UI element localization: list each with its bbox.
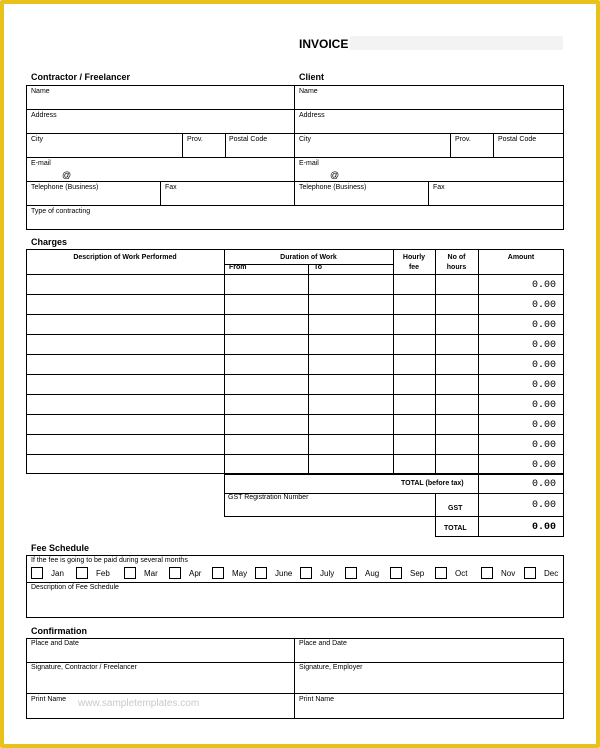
to-cell[interactable] <box>309 295 392 313</box>
contracting-type-field[interactable]: Type of contracting <box>31 208 91 215</box>
row-divider <box>26 662 564 663</box>
amount-cell[interactable]: 0.00 <box>531 460 556 471</box>
to-cell[interactable] <box>309 275 392 293</box>
col-from-header: From <box>229 264 247 271</box>
total-before-tax-label: TOTAL (before tax) <box>401 480 464 487</box>
col-description-header: Description of Work Performed <box>73 254 177 261</box>
col-divider <box>493 133 494 157</box>
row-divider <box>26 205 564 206</box>
watermark: www.sampletemplates.com <box>78 698 200 709</box>
from-cell[interactable] <box>225 315 307 333</box>
charges-heading: Charges <box>31 237 68 247</box>
invoice-title: INVOICE <box>299 37 349 51</box>
checkbox-may[interactable] <box>212 567 224 579</box>
col-amount-header: Amount <box>507 254 535 261</box>
col-divider <box>225 133 226 157</box>
checkbox-dec[interactable] <box>524 567 536 579</box>
hours-cell[interactable] <box>436 295 477 313</box>
col-duration-header: Duration of Work <box>280 254 337 261</box>
signature-employer-field[interactable]: Signature, Employer <box>299 664 363 671</box>
client-name-field[interactable]: Name <box>299 88 318 95</box>
hours-cell[interactable] <box>436 335 477 353</box>
from-cell[interactable] <box>225 295 307 313</box>
total-value[interactable]: 0.00 <box>531 522 556 533</box>
to-cell[interactable] <box>309 335 392 353</box>
contractor-postal-field[interactable]: Postal Code <box>229 136 268 143</box>
checkbox-nov[interactable] <box>481 567 493 579</box>
hours-cell[interactable] <box>436 415 477 433</box>
contractor-at-symbol: @ <box>62 170 72 180</box>
checkbox-mar[interactable] <box>124 567 136 579</box>
confirmation-heading: Confirmation <box>31 626 87 636</box>
col-hourly-header-2: fee <box>408 264 420 271</box>
gst-label: GST <box>448 505 463 512</box>
hourly-fee-cell[interactable] <box>394 275 434 293</box>
row-divider <box>26 157 564 158</box>
client-prov-field[interactable]: Prov. <box>455 136 471 143</box>
to-cell[interactable] <box>309 435 392 453</box>
description-cell[interactable] <box>27 275 223 293</box>
hours-cell[interactable] <box>436 435 477 453</box>
contractor-telephone-field[interactable]: Telephone (Business) <box>31 184 99 191</box>
hourly-fee-cell[interactable] <box>394 335 434 353</box>
amount-cell[interactable]: 0.00 <box>531 380 556 391</box>
hourly-fee-cell[interactable] <box>394 315 434 333</box>
place-date-right-field[interactable]: Place and Date <box>299 640 347 647</box>
to-cell[interactable] <box>309 355 392 373</box>
checkbox-aug[interactable] <box>345 567 357 579</box>
client-telephone-field[interactable]: Telephone (Business) <box>299 184 367 191</box>
fee-schedule-divider <box>26 582 564 583</box>
checkbox-oct[interactable] <box>435 567 447 579</box>
description-cell[interactable] <box>27 435 223 453</box>
checkbox-sep[interactable] <box>390 567 402 579</box>
total-before-tax-value[interactable]: 0.00 <box>531 479 556 490</box>
from-cell[interactable] <box>225 275 307 293</box>
month-label: Feb <box>96 569 110 578</box>
contact-divider <box>294 85 295 206</box>
to-cell[interactable] <box>309 455 392 473</box>
amount-cell[interactable]: 0.00 <box>531 440 556 451</box>
from-cell[interactable] <box>225 415 307 433</box>
hours-cell[interactable] <box>436 315 477 333</box>
contractor-heading: Contractor / Freelancer <box>31 72 131 82</box>
from-cell[interactable] <box>225 355 307 373</box>
month-label: June <box>275 569 293 578</box>
hourly-fee-cell[interactable] <box>394 395 434 413</box>
month-label: Oct <box>455 569 468 578</box>
to-cell[interactable] <box>309 415 392 433</box>
col-hourly-header: Hourly <box>402 254 426 261</box>
description-cell[interactable] <box>27 415 223 433</box>
from-cell[interactable] <box>225 375 307 393</box>
to-cell[interactable] <box>309 375 392 393</box>
hourly-fee-cell[interactable] <box>394 295 434 313</box>
from-cell[interactable] <box>225 435 307 453</box>
hours-cell[interactable] <box>436 395 477 413</box>
hourly-fee-cell[interactable] <box>394 455 434 473</box>
from-cell[interactable] <box>225 395 307 413</box>
place-date-left-field[interactable]: Place and Date <box>31 640 79 647</box>
description-cell[interactable] <box>27 335 223 353</box>
description-cell[interactable] <box>27 295 223 313</box>
client-email-field[interactable]: E-mail <box>299 160 319 167</box>
month-label: Apr <box>189 569 202 578</box>
print-name-right-field[interactable]: Print Name <box>299 696 335 703</box>
gst-registration-field[interactable]: GST Registration Number <box>228 494 309 501</box>
description-cell[interactable] <box>27 355 223 373</box>
description-cell[interactable] <box>27 455 223 473</box>
fee-schedule-heading: Fee Schedule <box>31 543 90 553</box>
row-divider <box>26 693 564 694</box>
fee-schedule-description-field[interactable]: Description of Fee Schedule <box>31 584 119 591</box>
col-divider <box>450 133 451 157</box>
row-divider <box>26 109 564 110</box>
checkbox-june[interactable] <box>255 567 267 579</box>
contractor-prov-field[interactable]: Prov. <box>187 136 203 143</box>
description-cell[interactable] <box>27 395 223 413</box>
contractor-name-field[interactable]: Name <box>31 88 50 95</box>
description-cell[interactable] <box>27 375 223 393</box>
hours-cell[interactable] <box>436 355 477 373</box>
hours-cell[interactable] <box>436 375 477 393</box>
contractor-fax-field[interactable]: Fax <box>165 184 177 191</box>
description-cell[interactable] <box>27 315 223 333</box>
amount-cell[interactable]: 0.00 <box>531 420 556 431</box>
amount-cell[interactable]: 0.00 <box>531 320 556 331</box>
month-label: May <box>232 569 248 578</box>
client-postal-field[interactable]: Postal Code <box>498 136 537 143</box>
fee-schedule-note: If the fee is going to be paid during several months <box>31 557 188 564</box>
gst-value[interactable]: 0.00 <box>531 500 556 511</box>
col-to-header: To <box>314 264 323 271</box>
to-cell[interactable] <box>309 315 392 333</box>
duration-subdivider <box>224 264 393 265</box>
checkbox-apr[interactable] <box>169 567 181 579</box>
print-name-left-field[interactable]: Print Name <box>31 696 67 703</box>
to-cell[interactable] <box>309 395 392 413</box>
checkbox-feb[interactable] <box>76 567 88 579</box>
hourly-fee-cell[interactable] <box>394 415 434 433</box>
client-at-symbol: @ <box>330 170 340 180</box>
contractor-address-field[interactable]: Address <box>31 112 57 119</box>
month-label: Jan <box>51 569 64 578</box>
month-label: Aug <box>365 569 380 578</box>
checkbox-jan[interactable] <box>31 567 43 579</box>
client-heading: Client <box>299 72 325 82</box>
col-divider <box>428 181 429 205</box>
amount-cell[interactable]: 0.00 <box>531 280 556 291</box>
hourly-fee-cell[interactable] <box>394 375 434 393</box>
amount-cell[interactable]: 0.00 <box>531 400 556 411</box>
month-label: Mar <box>144 569 158 578</box>
col-divider <box>182 133 183 157</box>
month-label: Dec <box>544 569 559 578</box>
contractor-email-field[interactable]: E-mail <box>31 160 51 167</box>
from-cell[interactable] <box>225 455 307 473</box>
amount-cell[interactable]: 0.00 <box>531 340 556 351</box>
month-label: Sep <box>410 569 425 578</box>
col-hours-header: No of <box>447 254 466 261</box>
total-label: TOTAL <box>444 525 467 532</box>
amount-cell[interactable]: 0.00 <box>531 360 556 371</box>
hourly-fee-cell[interactable] <box>394 435 434 453</box>
checkbox-july[interactable] <box>300 567 312 579</box>
signature-contractor-field[interactable]: Signature, Contractor / Freelancer <box>31 664 137 671</box>
row-divider <box>26 133 564 134</box>
title-bar <box>350 36 563 50</box>
client-fax-field[interactable]: Fax <box>433 184 445 191</box>
from-cell[interactable] <box>225 335 307 353</box>
col-hours-header-2: hours <box>446 264 467 271</box>
hours-cell[interactable] <box>436 275 477 293</box>
client-address-field[interactable]: Address <box>299 112 325 119</box>
hours-cell[interactable] <box>436 455 477 473</box>
amount-cell[interactable]: 0.00 <box>531 300 556 311</box>
month-label: Nov <box>501 569 516 578</box>
client-city-field[interactable]: City <box>299 136 312 143</box>
contractor-city-field[interactable]: City <box>31 136 44 143</box>
confirmation-divider <box>294 638 295 719</box>
month-label: July <box>320 569 335 578</box>
hourly-fee-cell[interactable] <box>394 355 434 373</box>
col-divider <box>160 181 161 205</box>
col-divider <box>478 249 479 474</box>
row-divider <box>26 181 564 182</box>
